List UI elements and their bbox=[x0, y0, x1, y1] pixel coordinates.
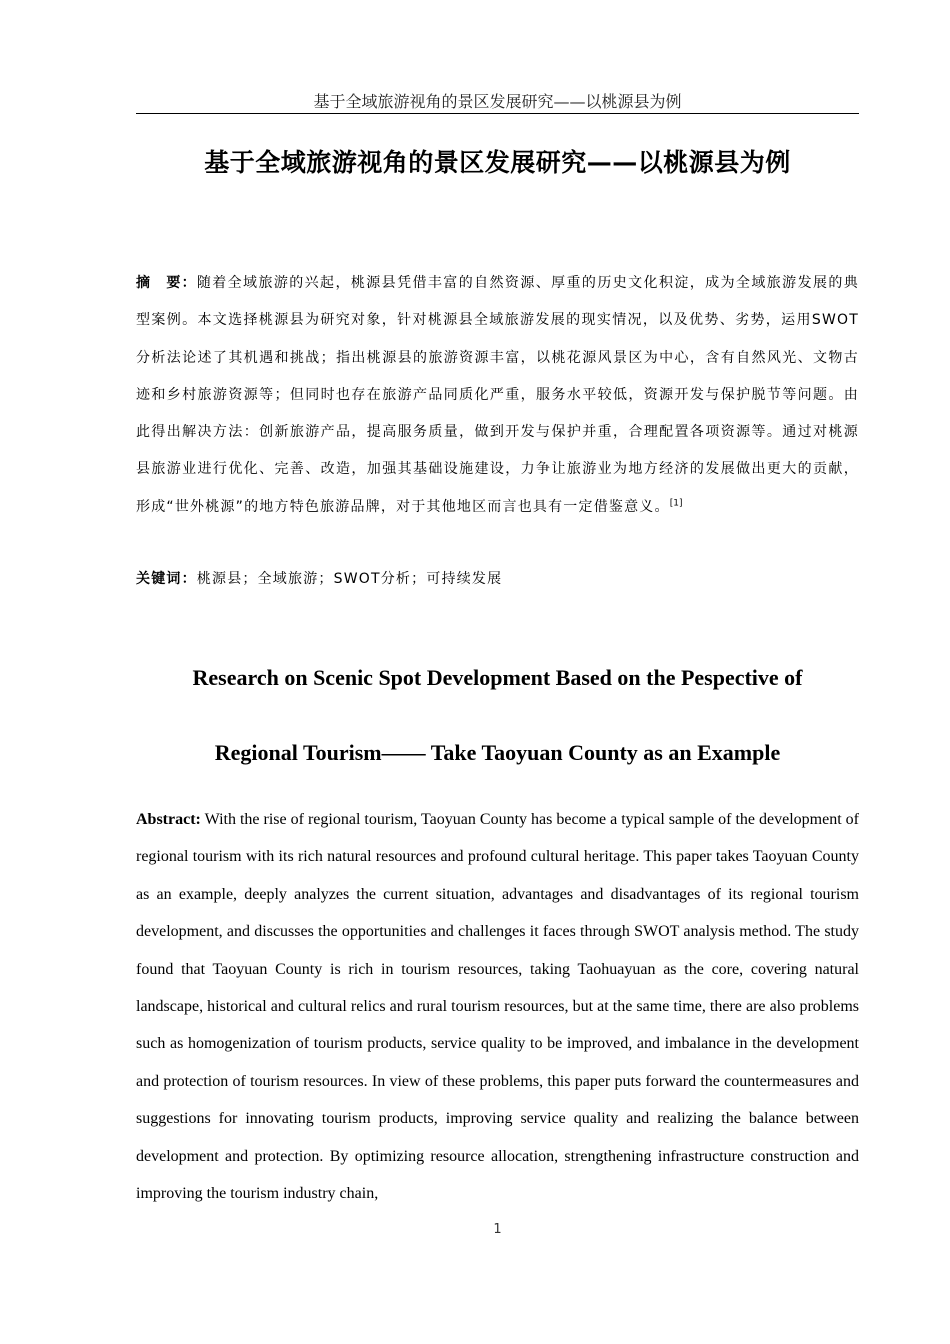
english-abstract bbox=[136, 801, 859, 1212]
chinese-abstract-text: 随着全域旅游的兴起，桃源县凭借丰富的自然资源、厚重的历史文化积淀，成为全域旅游发展的典型案例。本文选择桃源县为研究对象，针对桃源县全域旅游发展的现实情况，以及优势、劣势，运用SWOT分析法论述了其机遇和挑战；指出桃源县的旅游资源丰富，以桃花源风景区为中心，含有自然风光、文物古迹和乡村旅游资源等；但同时也存在旅游产品同质化严重，服务水平较低，资源开发与保护脱节等问题。由此得出解决方法：创新旅游产品，提高服务质量，做到开发与保护并重，合理配置各项资源等。通过对桃源县旅游业进行优化、完善、改造，加强其基础设施建设，力争让旅游业为地方经济的发展做出更大的贡献，形成“世外桃源”的地方特色旅游品牌，对于其他地区而言也具有一定借鉴意义。 bbox=[136, 275, 859, 515]
chinese-abstract-label: 摘 要： bbox=[136, 275, 197, 291]
citation-marker[interactable]: [1] bbox=[669, 498, 683, 509]
chinese-keywords bbox=[136, 565, 859, 593]
chinese-keywords-text: 桃源县；全域旅游；SWOT分析；可持续发展 bbox=[196, 571, 503, 587]
chinese-title: 基于全域旅游视角的景区发展研究——以桃源县为例 bbox=[204, 148, 791, 177]
running-header: 基于全域旅游视角的景区发展研究——以桃源县为例 bbox=[313, 92, 682, 111]
page-number: 1 bbox=[493, 1222, 502, 1237]
english-title-line-1: Research on Scenic Spot Development Based on the Pespective of bbox=[192, 665, 803, 690]
english-title bbox=[136, 640, 859, 790]
english-abstract-label: Abstract: bbox=[136, 811, 201, 828]
header-rule bbox=[136, 113, 859, 114]
chinese-abstract bbox=[136, 265, 859, 526]
english-title-line-2: Regional Tourism—— Take Taoyuan County as an Example bbox=[214, 740, 781, 765]
english-abstract-text: With the rise of regional tourism, Taoyuan County has become a typical sample of the development of regional tourism with its rich natural resources and profound cultural heritage. This paper takes Taoyuan County as an example, deeply analyzes the current situation, advantages and disadvantages of its regional tourism development, and discusses the opportunities and challenges it faces through SWOT analysis method. The study found that Taoyuan County is rich in tourism resources, taking Taohuayuan as the core, covering natural landscape, historical and cultural relics and rural tourism resources, but at the same time, there are also problems such as homogenization of tourism products, service quality to be improved, and imbalance in the development and protection of tourism resources. In view of these problems, this paper puts forward the countermeasures and suggestions for innovating tourism products, improving service quality and realizing the balance between development and protection. By optimizing resource allocation, strengthening infrastructure construction and improving the tourism industry chain, bbox=[136, 811, 859, 1203]
chinese-keywords-label: 关键词： bbox=[136, 571, 197, 587]
